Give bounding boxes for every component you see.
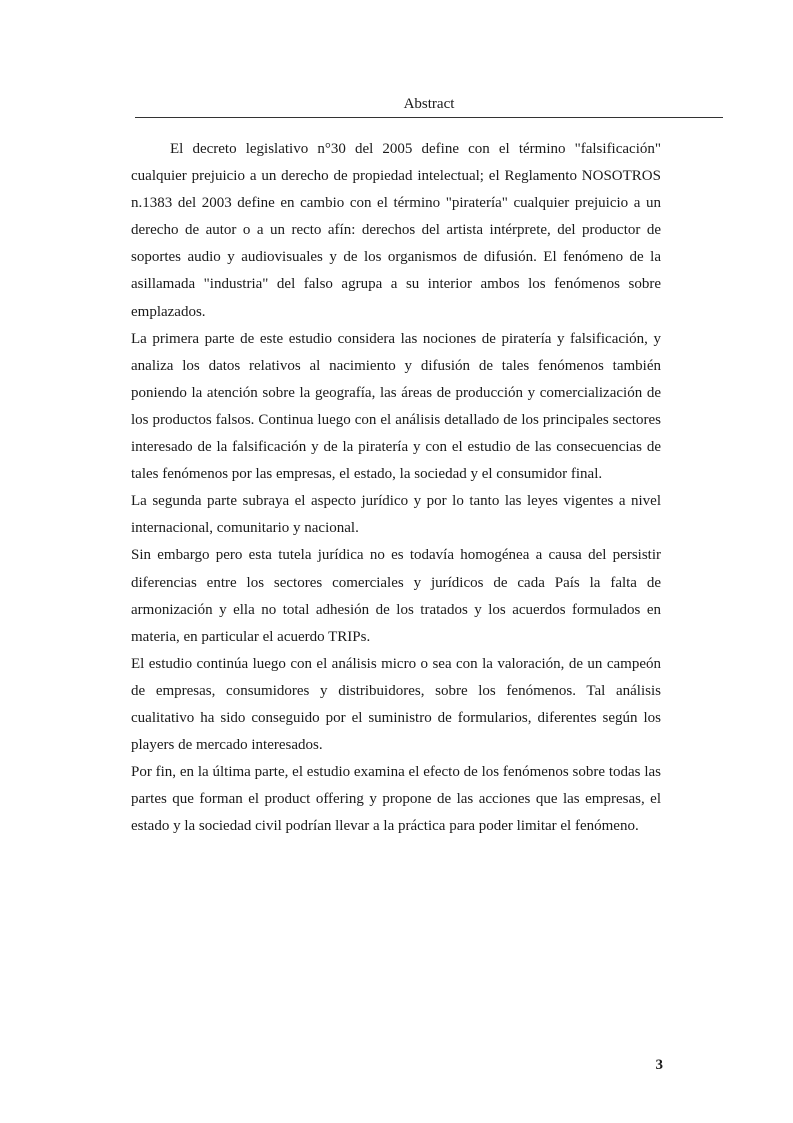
abstract-paragraph-4: Sin embargo pero esta tutela jurídica no es todavía homogénea a causa del persistir diferencias entre los sectores comerciales y jurídicos de cada País la falta de armonización y ella no total adhesión de los tratados y los acuerdos formulados en materia, en particular el acuerdo TRIPs.	[131, 547, 661, 645]
header-rule	[135, 117, 723, 118]
running-header-title: Abstract	[403, 96, 455, 112]
abstract-paragraph-5: El estudio continúa luego con el análisis micro o sea con la valoración, de un campeón de empresas, consumidores y distribuidores, sobre los fenómenos. Tal análisis cualitativo ha sido conseguido por el suministro de formularios, diferentes según los players de mercado interesados.	[131, 655, 661, 754]
abstract-paragraph-1: El decreto legislativo n°30 del 2005 define con el término "falsificación" cualquier prejuicio a un derecho de propiedad intelectual; el Reglamento NOSOTROS n.1383 del 2003 define en cambio con el término "piratería" cualquier prejuicio a un derecho de autor o a un recto afín: derechos del artista intérprete, del productor de soportes audio y audiovisuales y de los organismos de difusión. El fenómeno de la asillamada "industria" del falso agrupa a su interior ambos los fenómenos sobre emplazados.	[131, 141, 661, 320]
abstract-paragraph-2: La primera parte de este estudio considera las nociones de piratería y falsificación, y analiza los datos relativos al nacimiento y difusión de tales fenómenos también poniendo la atención sobre la geografía, las áreas de producción y comercialización de los productos falsos. Continua luego con el análisis detallado de los principales sectores interesado de la falsificación y de la piratería y con el estudio de las consecuencias de tales fenómenos por las empresas, el estado, la sociedad y el consumidor final.	[131, 330, 661, 483]
abstract-body	[131, 136, 661, 840]
abstract-paragraph-3: La segunda parte subraya el aspecto jurídico y por lo tanto las leyes vigentes a nivel internacional, comunitario y nacional.	[131, 493, 661, 537]
abstract-paragraph-6: Por fin, en la última parte, el estudio examina el efecto de los fenómenos sobre todas las partes que forman el product offering y propone de las acciones que las empresas, el estado y la sociedad civil podrían llevar a la práctica para poder limitar el fenómeno.	[131, 764, 661, 835]
page-number: 3	[655, 1057, 663, 1073]
